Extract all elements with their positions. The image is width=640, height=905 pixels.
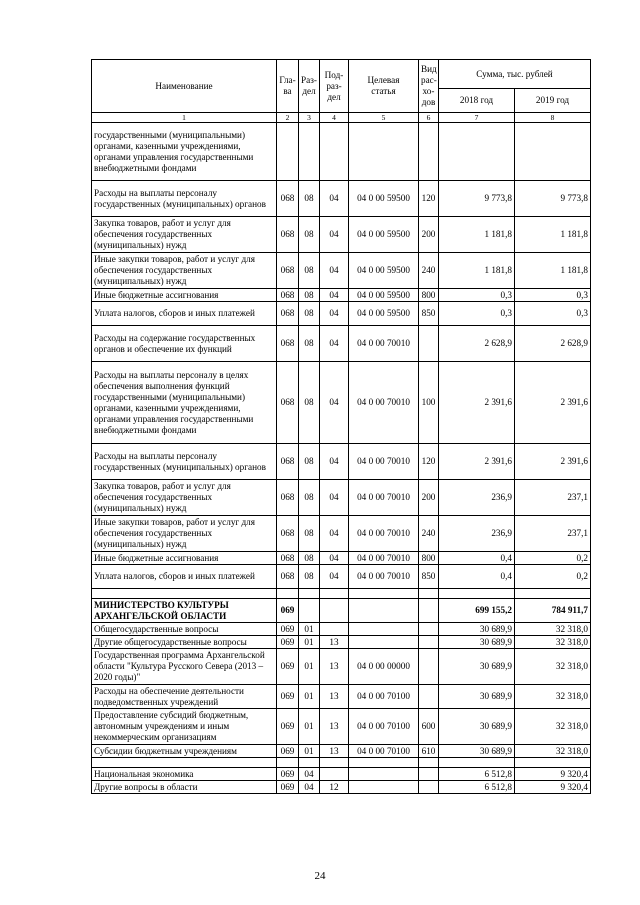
- row-sum-2019: 0,3: [515, 289, 591, 302]
- row-chapter: 069: [277, 781, 299, 794]
- row-subsection: 13: [320, 649, 349, 685]
- row-chapter: 069: [277, 636, 299, 649]
- row-subsection: 04: [320, 444, 349, 480]
- row-subsection: 04: [320, 289, 349, 302]
- row-kind: [419, 636, 439, 649]
- row-target: 04 0 00 70100: [349, 745, 419, 758]
- column-number: 7: [439, 113, 515, 123]
- row-chapter: 068: [277, 253, 299, 289]
- row-sum-2019: 1 181,8: [515, 217, 591, 253]
- row-kind: 120: [419, 181, 439, 217]
- table-row: [92, 362, 591, 444]
- row-subsection: 04: [320, 217, 349, 253]
- row-kind: 240: [419, 516, 439, 552]
- row-subsection: [320, 123, 349, 181]
- row-kind: 200: [419, 480, 439, 516]
- spacer-cell: [277, 589, 299, 599]
- row-sum-2018: 30 689,9: [439, 623, 515, 636]
- row-sum-2019: 1 181,8: [515, 253, 591, 289]
- table-row: [92, 768, 591, 781]
- row-name: Иные бюджетные ассигнования: [92, 289, 277, 302]
- row-sum-2019: 32 318,0: [515, 709, 591, 745]
- row-name: Иные закупки товаров, работ и услуг для обеспечения государственных (муниципальных) нужд: [92, 253, 277, 289]
- row-chapter: 069: [277, 623, 299, 636]
- budget-table: [91, 59, 591, 794]
- table-row: [92, 649, 591, 685]
- row-sum-2019: [515, 123, 591, 181]
- row-target: 04 0 00 70010: [349, 552, 419, 565]
- row-kind: 240: [419, 253, 439, 289]
- row-sum-2019: 237,1: [515, 480, 591, 516]
- spacer-cell: [299, 589, 320, 599]
- spacer-cell: [349, 589, 419, 599]
- table-row: [92, 217, 591, 253]
- row-subsection: [320, 599, 349, 623]
- header-name: Наименование: [92, 60, 277, 113]
- row-name: Предоставление субсидий бюджетным, автономным учреждениям и иным некоммерческим организациям: [92, 709, 277, 745]
- row-section: 01: [299, 636, 320, 649]
- row-sum-2018: 236,9: [439, 516, 515, 552]
- row-kind: 600: [419, 709, 439, 745]
- table-header: [92, 60, 591, 123]
- row-subsection: 04: [320, 181, 349, 217]
- row-sum-2018: 6 512,8: [439, 781, 515, 794]
- row-sum-2019: 0,2: [515, 552, 591, 565]
- row-chapter: [277, 123, 299, 181]
- row-chapter: 068: [277, 362, 299, 444]
- spacer-cell: [92, 758, 277, 768]
- row-chapter: 068: [277, 326, 299, 362]
- row-section: 08: [299, 444, 320, 480]
- row-sum-2018: 2 391,6: [439, 444, 515, 480]
- header-subsection: Под- раз- дел: [320, 60, 349, 113]
- row-name: Иные закупки товаров, работ и услуг для обеспечения государственных (муниципальных) нужд: [92, 516, 277, 552]
- row-section: 08: [299, 253, 320, 289]
- row-name: Расходы на выплаты персоналу государственных (муниципальных) органов: [92, 181, 277, 217]
- row-target: [349, 636, 419, 649]
- row-section: [299, 599, 320, 623]
- row-section: 08: [299, 565, 320, 589]
- row-sum-2019: 9 773,8: [515, 181, 591, 217]
- row-kind: 800: [419, 289, 439, 302]
- row-kind: [419, 623, 439, 636]
- row-chapter: 069: [277, 685, 299, 709]
- row-kind: 120: [419, 444, 439, 480]
- column-number: 3: [299, 113, 320, 123]
- row-sum-2018: 2 391,6: [439, 362, 515, 444]
- table-row: [92, 253, 591, 289]
- row-name: МИНИСТЕРСТВО КУЛЬТУРЫ АРХАНГЕЛЬСКОЙ ОБЛАСТИ: [92, 599, 277, 623]
- row-subsection: 04: [320, 552, 349, 565]
- row-section: 04: [299, 768, 320, 781]
- row-target: 04 0 00 59500: [349, 302, 419, 326]
- spacer-cell: [515, 758, 591, 768]
- row-name: Общегосударственные вопросы: [92, 623, 277, 636]
- row-name: Иные бюджетные ассигнования: [92, 552, 277, 565]
- row-sum-2018: 30 689,9: [439, 685, 515, 709]
- row-kind: [419, 649, 439, 685]
- row-name: Закупка товаров, работ и услуг для обеспечения государственных (муниципальных) нужд: [92, 480, 277, 516]
- row-chapter: 068: [277, 516, 299, 552]
- row-sum-2018: 6 512,8: [439, 768, 515, 781]
- row-subsection: 13: [320, 745, 349, 758]
- row-sum-2019: 32 318,0: [515, 623, 591, 636]
- row-section: 08: [299, 181, 320, 217]
- row-kind: 800: [419, 552, 439, 565]
- row-subsection: 04: [320, 565, 349, 589]
- column-number: 8: [515, 113, 591, 123]
- row-target: [349, 123, 419, 181]
- spacer-cell: [419, 758, 439, 768]
- header-kind: Вид рас- хо- дов: [419, 60, 439, 113]
- row-target: [349, 781, 419, 794]
- header-sum: Сумма, тыс. рублей: [439, 60, 591, 89]
- row-name: государственными (муниципальными) органами, казенными учреждениями, органами управления государственными внебюджетными фондами: [92, 123, 277, 181]
- table-row: [92, 709, 591, 745]
- row-chapter: 068: [277, 565, 299, 589]
- row-section: 08: [299, 362, 320, 444]
- header-year-2018: 2018 год: [439, 89, 515, 113]
- row-chapter: 068: [277, 302, 299, 326]
- spacer-cell: [349, 758, 419, 768]
- row-subsection: 12: [320, 781, 349, 794]
- row-kind: [419, 685, 439, 709]
- table-row: [92, 444, 591, 480]
- column-number-row: [92, 113, 591, 123]
- row-name: Субсидии бюджетным учреждениям: [92, 745, 277, 758]
- row-sum-2018: [439, 123, 515, 181]
- row-kind: [419, 768, 439, 781]
- row-sum-2018: 9 773,8: [439, 181, 515, 217]
- row-target: 04 0 00 70010: [349, 516, 419, 552]
- row-section: 01: [299, 745, 320, 758]
- row-sum-2018: 30 689,9: [439, 709, 515, 745]
- row-subsection: 04: [320, 253, 349, 289]
- table-row: [92, 685, 591, 709]
- row-subsection: 13: [320, 636, 349, 649]
- table-row: [92, 289, 591, 302]
- row-sum-2019: 237,1: [515, 516, 591, 552]
- spacer-cell: [277, 758, 299, 768]
- spacer-cell: [439, 758, 515, 768]
- row-subsection: 04: [320, 362, 349, 444]
- row-sum-2019: 32 318,0: [515, 745, 591, 758]
- row-kind: 100: [419, 362, 439, 444]
- row-kind: 610: [419, 745, 439, 758]
- row-sum-2018: 30 689,9: [439, 649, 515, 685]
- row-chapter: 069: [277, 745, 299, 758]
- row-target: 04 0 00 70100: [349, 685, 419, 709]
- row-subsection: 04: [320, 326, 349, 362]
- row-sum-2019: 2 391,6: [515, 362, 591, 444]
- row-sum-2018: 2 628,9: [439, 326, 515, 362]
- header-section: Раз- дел: [299, 60, 320, 113]
- row-name: Другие общегосударственные вопросы: [92, 636, 277, 649]
- row-kind: 850: [419, 565, 439, 589]
- row-target: 04 0 00 70010: [349, 444, 419, 480]
- row-target: [349, 768, 419, 781]
- table-row: [92, 480, 591, 516]
- row-sum-2018: 0,4: [439, 552, 515, 565]
- row-kind: [419, 781, 439, 794]
- spacer-cell: [515, 589, 591, 599]
- row-target: 04 0 00 70010: [349, 326, 419, 362]
- row-sum-2018: 30 689,9: [439, 745, 515, 758]
- row-subsection: 13: [320, 685, 349, 709]
- row-sum-2019: 32 318,0: [515, 685, 591, 709]
- spacer-cell: [92, 589, 277, 599]
- column-number: 2: [277, 113, 299, 123]
- row-kind: 850: [419, 302, 439, 326]
- row-kind: [419, 326, 439, 362]
- row-chapter: 069: [277, 768, 299, 781]
- table-row: [92, 123, 591, 181]
- row-name: Национальная экономика: [92, 768, 277, 781]
- row-name: Расходы на содержание государственных органов и обеспечение их функций: [92, 326, 277, 362]
- row-target: 04 0 00 70010: [349, 565, 419, 589]
- row-section: 01: [299, 649, 320, 685]
- header-chapter: Гла- ва: [277, 60, 299, 113]
- row-chapter: 068: [277, 181, 299, 217]
- row-subsection: [320, 623, 349, 636]
- row-chapter: 068: [277, 217, 299, 253]
- row-section: 08: [299, 289, 320, 302]
- row-chapter: 068: [277, 552, 299, 565]
- row-section: 04: [299, 781, 320, 794]
- row-name: Расходы на выплаты персоналу государственных (муниципальных) органов: [92, 444, 277, 480]
- row-kind: 200: [419, 217, 439, 253]
- row-sum-2018: 1 181,8: [439, 253, 515, 289]
- column-number: 1: [92, 113, 277, 123]
- row-section: 08: [299, 480, 320, 516]
- row-sum-2019: 32 318,0: [515, 636, 591, 649]
- row-kind: [419, 599, 439, 623]
- row-sum-2018: 0,3: [439, 302, 515, 326]
- header-year-2019: 2019 год: [515, 89, 591, 113]
- spacer-cell: [320, 589, 349, 599]
- row-subsection: 04: [320, 516, 349, 552]
- row-sum-2018: 236,9: [439, 480, 515, 516]
- row-sum-2018: 0,4: [439, 565, 515, 589]
- row-section: 01: [299, 623, 320, 636]
- table-row: [92, 326, 591, 362]
- table-row: [92, 636, 591, 649]
- row-target: 04 0 00 00000: [349, 649, 419, 685]
- column-number: 6: [419, 113, 439, 123]
- row-subsection: 13: [320, 709, 349, 745]
- row-name: Уплата налогов, сборов и иных платежей: [92, 302, 277, 326]
- row-section: 01: [299, 685, 320, 709]
- table-row: [92, 623, 591, 636]
- row-name: Уплата налогов, сборов и иных платежей: [92, 565, 277, 589]
- table-row: [92, 745, 591, 758]
- row-target: 04 0 00 59500: [349, 289, 419, 302]
- table-row: [92, 516, 591, 552]
- row-sum-2019: 0,3: [515, 302, 591, 326]
- row-sum-2019: 784 911,7: [515, 599, 591, 623]
- row-sum-2019: 32 318,0: [515, 649, 591, 685]
- column-number: 5: [349, 113, 419, 123]
- spacer-cell: [299, 758, 320, 768]
- table-row: [92, 781, 591, 794]
- table-body: [92, 123, 591, 794]
- row-sum-2018: 1 181,8: [439, 217, 515, 253]
- row-name: Закупка товаров, работ и услуг для обеспечения государственных (муниципальных) нужд: [92, 217, 277, 253]
- row-section: 08: [299, 516, 320, 552]
- row-section: 08: [299, 326, 320, 362]
- row-target: [349, 623, 419, 636]
- row-subsection: 04: [320, 302, 349, 326]
- row-target: [349, 599, 419, 623]
- row-chapter: 069: [277, 649, 299, 685]
- row-sum-2019: 2 628,9: [515, 326, 591, 362]
- spacer-cell: [419, 589, 439, 599]
- row-target: 04 0 00 70010: [349, 480, 419, 516]
- row-subsection: 04: [320, 480, 349, 516]
- row-chapter: 068: [277, 480, 299, 516]
- row-target: 04 0 00 70100: [349, 709, 419, 745]
- row-chapter: 069: [277, 709, 299, 745]
- row-sum-2019: 9 320,4: [515, 781, 591, 794]
- row-target: 04 0 00 59500: [349, 181, 419, 217]
- row-section: 08: [299, 217, 320, 253]
- row-subsection: [320, 768, 349, 781]
- row-name: Государственная программа Архангельской области "Культура Русского Севера (2013 – 2020 годы)": [92, 649, 277, 685]
- row-target: 04 0 00 59500: [349, 253, 419, 289]
- row-sum-2019: 0,2: [515, 565, 591, 589]
- table-row: [92, 181, 591, 217]
- row-sum-2018: 699 155,2: [439, 599, 515, 623]
- row-sum-2018: 30 689,9: [439, 636, 515, 649]
- row-sum-2019: 2 391,6: [515, 444, 591, 480]
- row-name: Другие вопросы в области: [92, 781, 277, 794]
- row-section: [299, 123, 320, 181]
- row-chapter: 068: [277, 444, 299, 480]
- row-chapter: 069: [277, 599, 299, 623]
- header-target: Целевая статья: [349, 60, 419, 113]
- spacer-row: [92, 758, 591, 768]
- row-name: Расходы на выплаты персоналу в целях обеспечения выполнения функций государственными (муниципальными) органами, казенными учреждениями, органами управления государственными внебюджетными фондами: [92, 362, 277, 444]
- row-kind: [419, 123, 439, 181]
- row-chapter: 068: [277, 289, 299, 302]
- spacer-row: [92, 589, 591, 599]
- row-section: 01: [299, 709, 320, 745]
- row-name: Расходы на обеспечение деятельности подведомственных учреждений: [92, 685, 277, 709]
- row-target: 04 0 00 70010: [349, 362, 419, 444]
- row-target: 04 0 00 59500: [349, 217, 419, 253]
- table-row: [92, 302, 591, 326]
- row-sum-2018: 0,3: [439, 289, 515, 302]
- column-number: 4: [320, 113, 349, 123]
- table-row: [92, 599, 591, 623]
- page-number: 24: [314, 870, 326, 882]
- row-sum-2019: 9 320,4: [515, 768, 591, 781]
- row-section: 08: [299, 302, 320, 326]
- table-row: [92, 565, 591, 589]
- spacer-cell: [320, 758, 349, 768]
- row-section: 08: [299, 552, 320, 565]
- table-row: [92, 552, 591, 565]
- spacer-cell: [439, 589, 515, 599]
